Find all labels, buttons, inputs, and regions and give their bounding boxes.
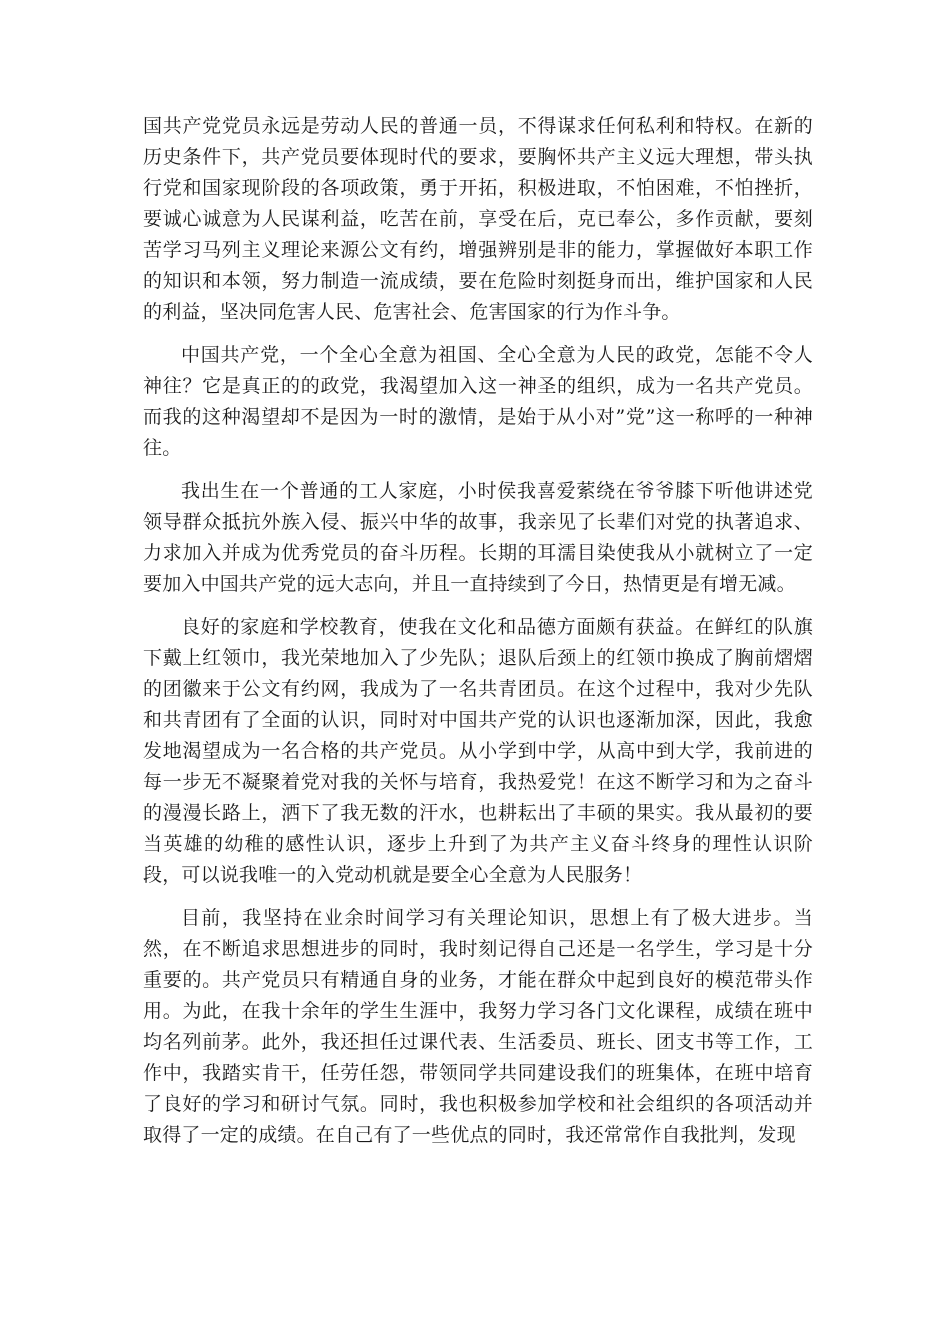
paragraph-2: 中国共产党，一个全心全意为祖国、全心全意为人民的政党，怎能不令人神往？它是真正的的政党，我渴望加入这一神圣的组织，成为一名共产党员。而我的这种渴望却不是因为一时的激情，是始于从小对”党”这一称呼的一种神往。 (143, 344, 813, 459)
paragraph-1: 国共产党党员永远是劳动人民的普通一员，不得谋求任何私利和特权。在新的历史条件下，共产党员要体现时代的要求，要胸怀共产主义远大理想，带头执行党和国家现阶段的各项政策，勇于开拓，积极进取，不怕困难，不怕挫折，要诚心诚意为人民谋利益，吃苦在前，享受在后，克已奉公，多作贡献，要刻苦学习马列主义理论来源公文有约，增强辨别是非的能力，掌握做好本职工作的知识和本领，努力制造一流成绩，要在危险时刻挺身而出，维护国家和人民的利益，坚决同危害人民、危害社会、危害国家的行为作斗争。 (143, 115, 813, 323)
paragraph-3: 我出生在一个普通的工人家庭，小时侯我喜爱萦绕在爷爷膝下听他讲述党领导群众抵抗外族入侵、振兴中华的故事，我亲见了长辈们对党的执著追求、力求加入并成为优秀党员的奋斗历程。长期的耳濡目染使我从小就树立了一定要加入中国共产党的远大志向，并且一直持续到了今日，热情更是有增无减。 (143, 480, 813, 595)
paragraph-4: 良好的家庭和学校教育，使我在文化和品德方面颇有获益。在鲜红的队旗下戴上红领巾，我光荣地加入了少先队；退队后颈上的红领巾换成了胸前熠熠的团徽来于公文有约网，我成为了一名共青团员。在这个过程中，我对少先队和共青团有了全面的认识，同时对中国共产党的认识也逐渐加深，因此，我愈发地渴望成为一名合格的共产党员。从小学到中学，从高中到大学，我前进的每一步无不凝聚着党对我的关怀与培育，我热爱党！在这不断学习和为之奋斗的漫漫长路上，洒下了我无数的汗水，也耕耘出了丰硕的果实。我从最初的要当英雄的幼稚的感性认识，逐步上升到了为共产主义奋斗终身的理性认识阶段，可以说我唯一的入党动机就是要全心全意为人民服务！ (143, 616, 813, 886)
paragraph-5: 目前，我坚持在业余时间学习有关理论知识，思想上有了极大进步。当然，在不断追求思想进步的同时，我时刻记得自己还是一名学生，学习是十分重要的。共产党员只有精通自身的业务，才能在群众中起到良好的模范带头作用。为此，在我十余年的学生生涯中，我努力学习各门文化课程，成绩在班中均名列前茅。此外，我还担任过课代表、生活委员、班长、团支书等工作，工作中，我踏实肯干，任劳任怨，带领同学共同建设我们的班集体，在班中培育了良好的学习和研讨气氛。同时，我也积极参加学校和社会组织的各项活动并取得了一定的成绩。在自己有了一些优点的同时，我还常常作自我批判，发现 (143, 907, 813, 1146)
document-body (143, 111, 813, 1163)
